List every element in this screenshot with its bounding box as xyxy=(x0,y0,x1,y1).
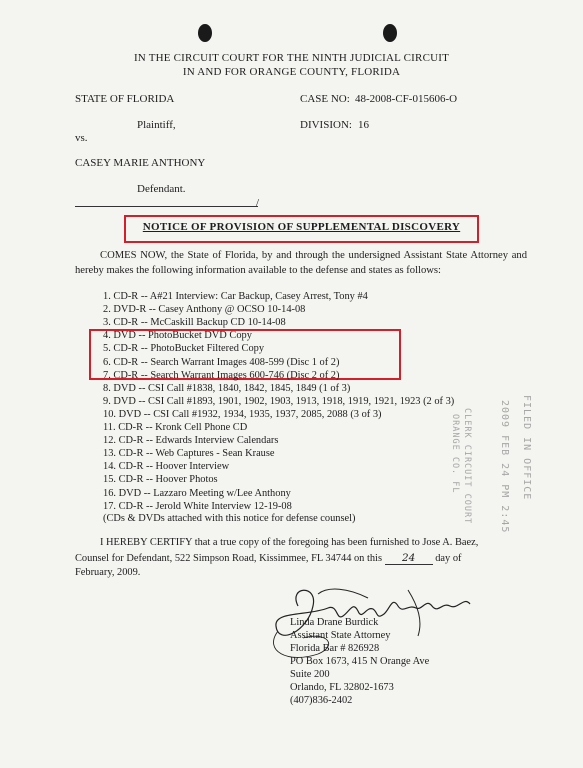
certify-day-value: 24 xyxy=(385,552,433,565)
discovery-item: 11. CD-R -- Kronk Cell Phone CD xyxy=(103,422,248,433)
plaintiff-role: Plaintiff, xyxy=(137,119,176,131)
discovery-item: 4. DVD -- PhotoBucket DVD Copy xyxy=(103,330,252,342)
notice-title: NOTICE OF PROVISION OF SUPPLEMENTAL DISCOVERY xyxy=(142,221,461,233)
case-no-value: 48-2008-CF-015606-O xyxy=(355,93,458,105)
caption-slash: / xyxy=(256,197,260,209)
signer-phone: (407)836-2402 xyxy=(290,695,353,706)
discovery-item: 10. DVD -- CSI Call #1932, 1934, 1935, 1937, 2085, 2088 (3 of 3) xyxy=(103,408,382,420)
signer-name: Linda Drane Burdick xyxy=(290,617,379,628)
plaintiff-name: STATE OF FLORIDA xyxy=(75,93,175,105)
discovery-item: 17. CD-R -- Jerold White Interview 12-19-08 xyxy=(103,500,292,512)
discovery-item: 9. DVD -- CSI Call #1893, 1901, 1902, 1903, 1913, 1918, 1919, 1921, 1923 (2 of 3) xyxy=(103,395,455,407)
discovery-item: 15. CD-R -- Hoover Photos xyxy=(103,474,218,486)
certify-line-2-start: Counsel for Defendant, 522 Simpson Road, Kissimmee, FL 34744 on this xyxy=(75,553,382,564)
intro-paragraph: COMES NOW, the State of Florida, by and through the undersigned Assistant State Attorney and hereby makes the following information available to the defense and states as follows: xyxy=(75,250,527,276)
discovery-item: 3. CD-R -- McCaskill Backup CD 10-14-08 xyxy=(103,317,286,329)
certify-line-2 xyxy=(75,552,461,565)
court-heading-line-2: IN AND FOR ORANGE COUNTY, FLORIDA xyxy=(182,66,401,78)
filing-stamp-line-3: CLERK CIRCUIT COURT xyxy=(462,408,472,525)
signer-bar-number: Florida Bar # 826928 xyxy=(290,643,380,654)
signer-address-1: PO Box 1673, 415 N Orange Ave xyxy=(290,656,430,667)
discovery-item: 12. CD-R -- Edwards Interview Calendars xyxy=(103,435,279,447)
discovery-item: 8. DVD -- CSI Call #1838, 1840, 1842, 1845, 1849 (1 of 3) xyxy=(103,382,351,394)
discovery-item: 7. CD-R -- Search Warrant Images 600-746 (Disc 2 of 2) xyxy=(103,369,340,381)
filing-stamp-line-2: 2009 FEB 24 PM 2:45 xyxy=(499,400,510,534)
versus: vs. xyxy=(75,132,88,144)
signer-address-2: Suite 200 xyxy=(290,669,330,680)
defendant-name: CASEY MARIE ANTHONY xyxy=(75,157,206,169)
discovery-item: 5. CD-R -- PhotoBucket Filtered Copy xyxy=(103,343,265,355)
discovery-item: 2. DVD-R -- Casey Anthony @ OCSO 10-14-08 xyxy=(103,304,306,316)
signer-city: Orlando, FL 32802-1673 xyxy=(290,682,394,693)
discovery-item: 6. CD-R -- Search Warrant Images 408-599 (Disc 1 of 2) xyxy=(103,356,340,368)
attached-note: (CDs & DVDs attached with this notice for defense counsel) xyxy=(103,513,356,524)
caption-divider xyxy=(75,206,258,207)
punch-hole xyxy=(383,24,397,42)
filing-stamp-line-1: FILED IN OFFICE xyxy=(521,395,532,501)
filing-stamp-line-4: ORANGE CO. FL xyxy=(450,414,460,494)
discovery-item: 14. CD-R -- Hoover Interview xyxy=(103,461,230,473)
punch-hole xyxy=(198,24,212,42)
certify-line-1: I HEREBY CERTIFY that a true copy of the foregoing has been furnished to Jose A. Baez, xyxy=(100,537,479,548)
division-label: DIVISION: xyxy=(300,119,352,131)
title-highlight-box xyxy=(124,215,479,243)
signer-title: Assistant State Attorney xyxy=(290,630,391,641)
division-value: 16 xyxy=(358,119,369,131)
certify-line-2-end: day of xyxy=(435,553,462,564)
discovery-item: 1. CD-R -- A#21 Interview: Car Backup, Casey Arrest, Tony #4 xyxy=(103,291,368,302)
certify-line-3: February, 2009. xyxy=(75,567,141,578)
court-heading-line-1: IN THE CIRCUIT COURT FOR THE NINTH JUDICIAL CIRCUIT xyxy=(133,52,450,64)
case-no-label: CASE NO: xyxy=(300,93,350,105)
defendant-role: Defendant. xyxy=(137,183,186,195)
discovery-item: 13. CD-R -- Web Captures - Sean Krause xyxy=(103,448,275,460)
discovery-item: 16. DVD -- Lazzaro Meeting w/Lee Anthony xyxy=(103,487,291,499)
